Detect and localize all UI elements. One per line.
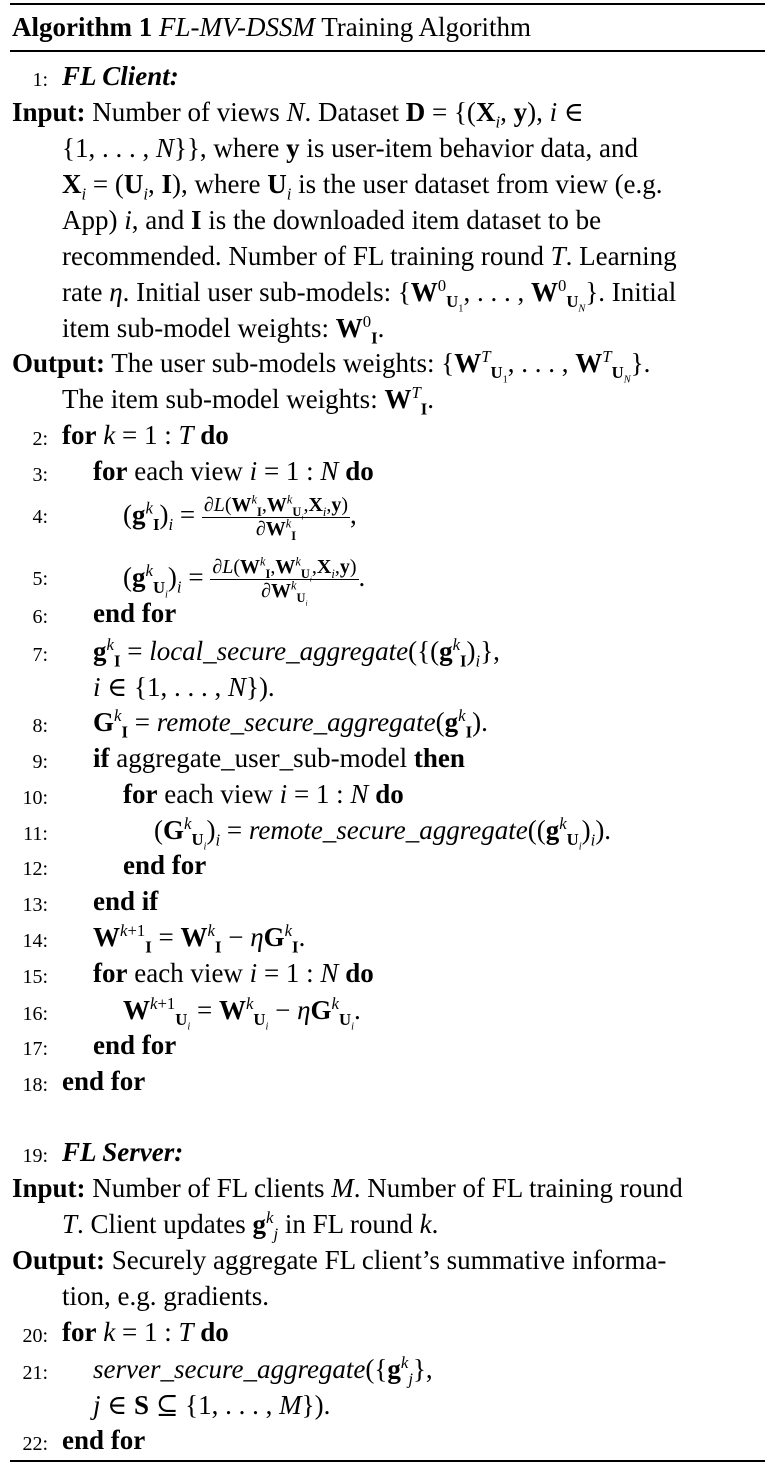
line-number: 1: [32, 69, 48, 91]
line-number: 7: [32, 644, 48, 666]
caption-rule [10, 50, 765, 52]
algorithm-block: Algorithm 1 FL-MV-DSSM Training Algorithm 1: FL Client: Input: Number of views N. Dataset $D = \{(X_i$, y), i ∈ {1, . . . , N}}, where y is user-item behavior data, and $X_i = (U_i$, I), where $U_i$ is the user dataset from view (e.g. App) i, and I is the downloaded item dataset to be recommended. Number of FL training round T. Learning rate η. Initial user sub-models: {$W^0_{U_1}$, . . . , $W^0_{U_N}$}. Initial item sub-model weights: $W^0_I$. Output: The user sub-models weights: {$W^T_{U_1}$, . . . , $W^T_{U_N}$}. The item sub-model weights: $W^T_I$. 2: for k = 1 : T do 3: for each view i = 1 : N do 4: $(g^k_I)_i$ = $\frac{\partial L(W^k_I,W^k_{U_i},X_i,y)}{\partial W^k_I}$ , 5: $(g^k_{U_i})_i$ = $\frac{\partial L(W^k_I,W^k_{U_i},X_i,y)}{\partial W^k_{U_i}}$ . 6: end for 7: $g^k_I$ = $local\_secure\_aggregate(\{(g^k_I)_i\}$, i ∈ {1, . . . , N}). 8: $G^k_I$ = $remote\_secure\_aggregate(g^k_I)$. 9: if aggregate_user_sub-model then 10: for each view i = 1 : N do 11: $(G^k_{U_i})_i$ = $remote\_secure\_aggregate((g^k_{U_i})_i)$. 12: end for 13: end if 14: $W^{k+1}_I = W^k_I - \eta G^k_I$. 15: for each view i = 1 : N do 16: $W^{k+1}_{U_i} = W^k_{U_i} - \eta G^k_{U_i}$. 17: end for 18: end for 19: FL Server: Input: Number of FL clients M. Number of FL training round T. Client updates $g^k_j$ in FL round k. Output: Securely aggregate FL client’s summative informa- tion, e.g. gradients. 20: for k = 1 : T do 21: $server\_secure\_aggregate(\{g^k_j\}$, j ∈ S ⊆ {1, . . . , M}). 22: end for [0, 0, 771, 1466]
top-rule [10, 3, 765, 5]
line-number: 4: [32, 506, 48, 528]
line-number: 12: [22, 858, 48, 880]
client-header-label: FL Client: [62, 61, 179, 91]
client-input-label: Input: [12, 97, 86, 127]
server-header-label: FL Server: [62, 1137, 184, 1167]
server-output-label: Output: [12, 1245, 106, 1275]
line-number: 9: [32, 751, 48, 773]
line-number: 22: [22, 1433, 48, 1455]
line-number: 8: [32, 715, 48, 737]
line-number: 16: [22, 1003, 48, 1025]
line-number: 3: [32, 464, 48, 486]
line-number: 5: [32, 568, 48, 590]
line-number: 19: [22, 1145, 48, 1167]
server-input-label: Input: [12, 1173, 86, 1203]
bottom-rule [10, 1460, 765, 1462]
line-number: 20: [22, 1325, 48, 1347]
line-number: 18: [22, 1074, 48, 1096]
line-number: 10: [22, 787, 48, 809]
line-number: 15: [22, 966, 48, 988]
server-output-text-2: tion, e.g. gradients. [62, 1281, 269, 1311]
line-number: 11: [23, 823, 48, 845]
algorithm-label: Algorithm 1 [12, 12, 153, 42]
line-number: 13: [22, 894, 48, 916]
client-output-label: Output: [12, 348, 106, 378]
server-output-text-1: Securely aggregate FL client’s summative informa- [111, 1245, 667, 1275]
line-number: 2: [32, 428, 48, 450]
line-number: 17: [22, 1038, 48, 1060]
line-number: 14: [22, 930, 48, 952]
line-number: 21: [22, 1362, 48, 1384]
algorithm-caption-rest: Training Algorithm [321, 12, 532, 42]
algorithm-name: FL-MV-DSSM [158, 12, 315, 42]
line-number: 6: [32, 606, 48, 628]
